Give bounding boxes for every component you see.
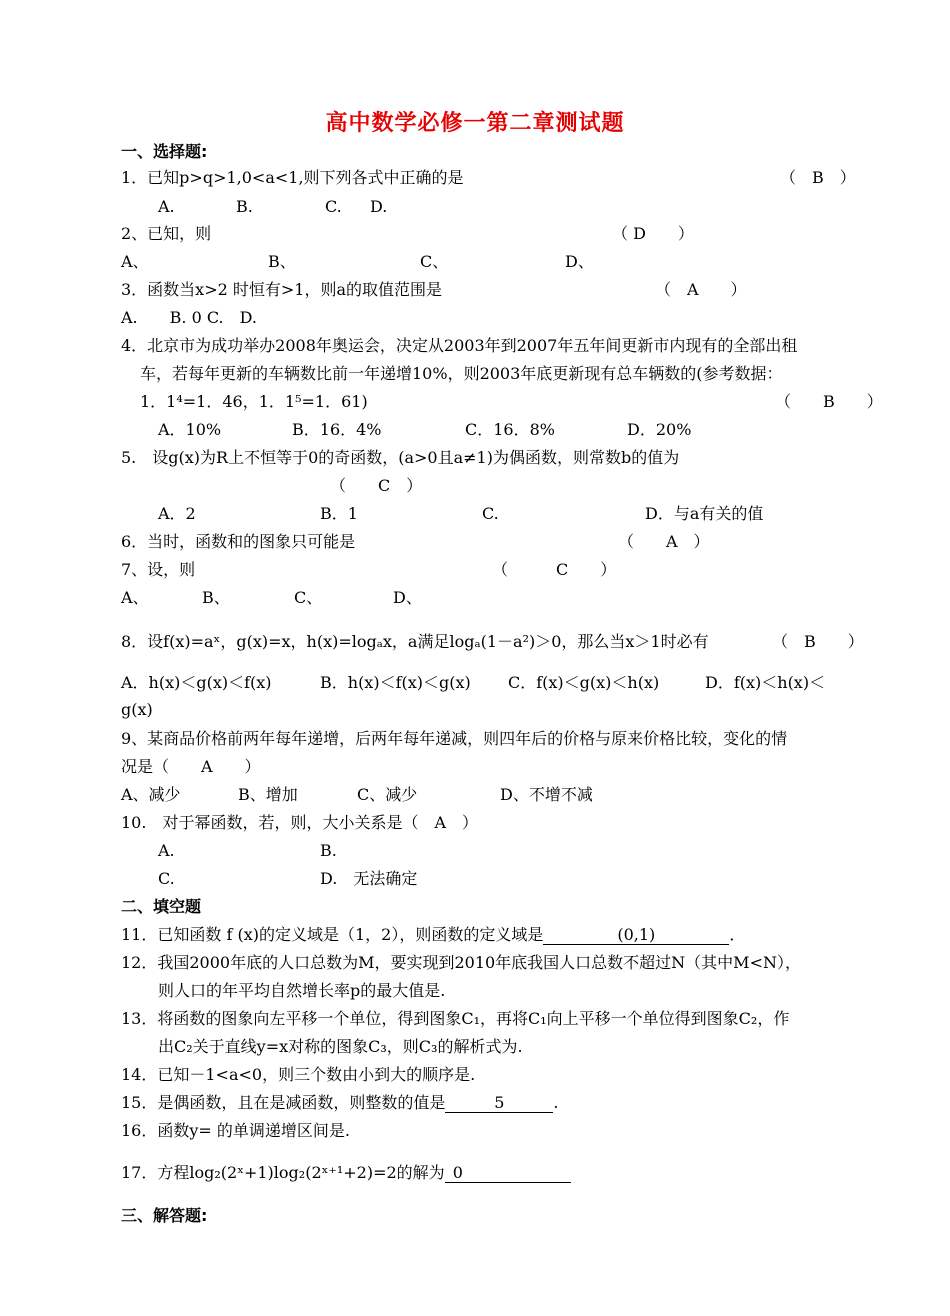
question-1-option-b: B. xyxy=(236,197,253,216)
question-17-blank: 0 xyxy=(445,1163,571,1183)
question-4-line-3: 1．1⁴=1．46，1．1⁵=1．61) xyxy=(140,392,368,411)
question-11-end: ． xyxy=(729,925,746,944)
question-1-answer: （ B ） xyxy=(780,168,856,187)
question-7-option-d: D、 xyxy=(393,588,422,607)
question-5-option-d: D．与a有关的值 xyxy=(645,504,764,523)
question-5-answer: （ C ） xyxy=(330,476,423,495)
section-heading-choice: 一、选择题: xyxy=(121,142,208,161)
question-3-options: A. B. 0 C. D. xyxy=(121,308,257,327)
question-4-answer: （ B ） xyxy=(775,392,883,411)
question-14-text: 14．已知－1<a<0，则三个数由小到大的顺序是. xyxy=(121,1065,476,1084)
question-2-option-d: D、 xyxy=(565,252,594,271)
question-7-option-c: C、 xyxy=(294,588,323,607)
question-4-line-2: 车，若每年更新的车辆数比前一年递增10%，则2003年底更新现有总车辆数的(参考数据： xyxy=(140,364,783,383)
question-2-option-a: A、 xyxy=(121,252,149,271)
question-8-option-b: B．h(x)＜f(x)＜g(x) xyxy=(320,673,471,692)
question-5-option-c: C. xyxy=(482,504,499,523)
question-4-option-a: A．10% xyxy=(158,420,222,439)
question-4-option-d: D．20% xyxy=(627,420,692,439)
question-9-line-2: 况是（ A ） xyxy=(121,757,261,776)
question-8-text: 8．设f(x)=aˣ，g(x)=x，h(x)=logₐx，a满足logₐ(1－a²)＞0，那么当x＞1时必有 xyxy=(121,632,709,651)
question-7-option-b: B、 xyxy=(202,588,230,607)
question-8-option-a: A．h(x)＜g(x)＜f(x) xyxy=(121,673,272,692)
question-8-option-c: C．f(x)＜g(x)＜h(x) xyxy=(508,673,660,692)
question-12-line-1: 12．我国2000年底的人口总数为M，要实现到2010年底我国人口总数不超过N（其中M<N）， xyxy=(121,953,801,972)
question-15-text: 15．是偶函数，且在是减函数，则整数的值是 xyxy=(121,1093,446,1112)
question-13-line-2: 出C₂关于直线y=x对称的图象C₃，则C₃的解析式为. xyxy=(158,1037,523,1056)
question-9-option-a: A、减少 xyxy=(121,785,181,804)
question-9-option-d: D、不增不减 xyxy=(500,785,593,804)
question-4-option-b: B．16．4% xyxy=(292,420,382,439)
question-11-blank: (0,1) xyxy=(543,925,729,945)
question-10-text: 10. 对于幂函数，若，则，大小关系是（ A ） xyxy=(121,813,479,832)
question-1-option-a: A. xyxy=(158,197,175,216)
question-11 xyxy=(121,925,745,945)
question-10-option-b: B. xyxy=(320,841,337,860)
question-1-option-c: C. xyxy=(325,197,342,216)
question-1-option-d: D. xyxy=(370,197,388,216)
question-6-text: 6．当时，函数和的图象只可能是 xyxy=(121,532,356,551)
question-8-option-d: D．f(x)＜h(x)＜ xyxy=(705,673,826,692)
question-8-answer: （ B ） xyxy=(772,632,864,651)
question-7-text: 7、设，则 xyxy=(121,560,196,579)
section-heading-fill: 二、填空题 xyxy=(121,897,202,916)
question-5-option-b: B．1 xyxy=(320,504,358,523)
question-2-text: 2、已知，则 xyxy=(121,224,212,243)
question-2-answer: （ D ） xyxy=(612,224,694,243)
question-5-option-a: A．2 xyxy=(158,504,196,523)
question-15 xyxy=(121,1093,558,1113)
page-title: 高中数学必修一第二章测试题 xyxy=(325,111,625,136)
question-3-answer: （ A ） xyxy=(655,280,747,299)
question-10-option-d: D. 无法确定 xyxy=(320,869,418,888)
question-6-answer: （ A ） xyxy=(618,532,710,551)
question-9-option-c: C、减少 xyxy=(357,785,418,804)
question-11-text: 11．已知函数 f (x)的定义域是（1，2），则函数的定义域是 xyxy=(121,925,544,944)
question-2-option-b: B、 xyxy=(268,252,296,271)
question-7-answer: （ C ） xyxy=(492,560,617,579)
question-9-option-b: B、增加 xyxy=(238,785,298,804)
question-15-blank: 5 xyxy=(445,1093,553,1113)
question-15-end: . xyxy=(553,1093,559,1112)
question-1-text: 1．已知p>q>1,0<a<1,则下列各式中正确的是 xyxy=(121,168,464,187)
question-10-option-a: A. xyxy=(158,841,175,860)
question-13-line-1: 13．将函数的图象向左平移一个单位，得到图象C₁，再将C₁向上平移一个单位得到图象C₂，作 xyxy=(121,1009,790,1028)
question-4-option-c: C．16．8% xyxy=(465,420,555,439)
question-17 xyxy=(121,1163,571,1183)
question-8-option-d-cont: g(x) xyxy=(121,700,153,719)
question-2-option-c: C、 xyxy=(420,252,449,271)
question-7-option-a: A、 xyxy=(121,588,149,607)
section-heading-solve: 三、解答题: xyxy=(121,1206,208,1225)
question-10-option-c: C. xyxy=(158,869,175,888)
question-5-text: 5. 设g(x)为R上不恒等于0的奇函数，(a>0且a≠1)为偶函数，则常数b的值为 xyxy=(121,448,680,467)
question-17-text: 17．方程log₂(2ˣ+1)log₂(2ˣ⁺¹+2)=2的解为 xyxy=(121,1163,445,1182)
question-16-text: 16．函数y= 的单调递增区间是. xyxy=(121,1121,350,1140)
question-9-line-1: 9、某商品价格前两年每年递增，后两年每年递减，则四年后的价格与原来价格比较，变化的情 xyxy=(121,729,788,748)
question-4-line-1: 4．北京市为成功举办2008年奥运会，决定从2003年到2007年五年间更新市内现有的全部出租 xyxy=(121,336,798,355)
question-3-text: 3．函数当x>2 时恒有>1，则a的取值范围是 xyxy=(121,280,443,299)
question-12-line-2: 则人口的年平均自然增长率p的最大值是. xyxy=(158,981,446,1000)
